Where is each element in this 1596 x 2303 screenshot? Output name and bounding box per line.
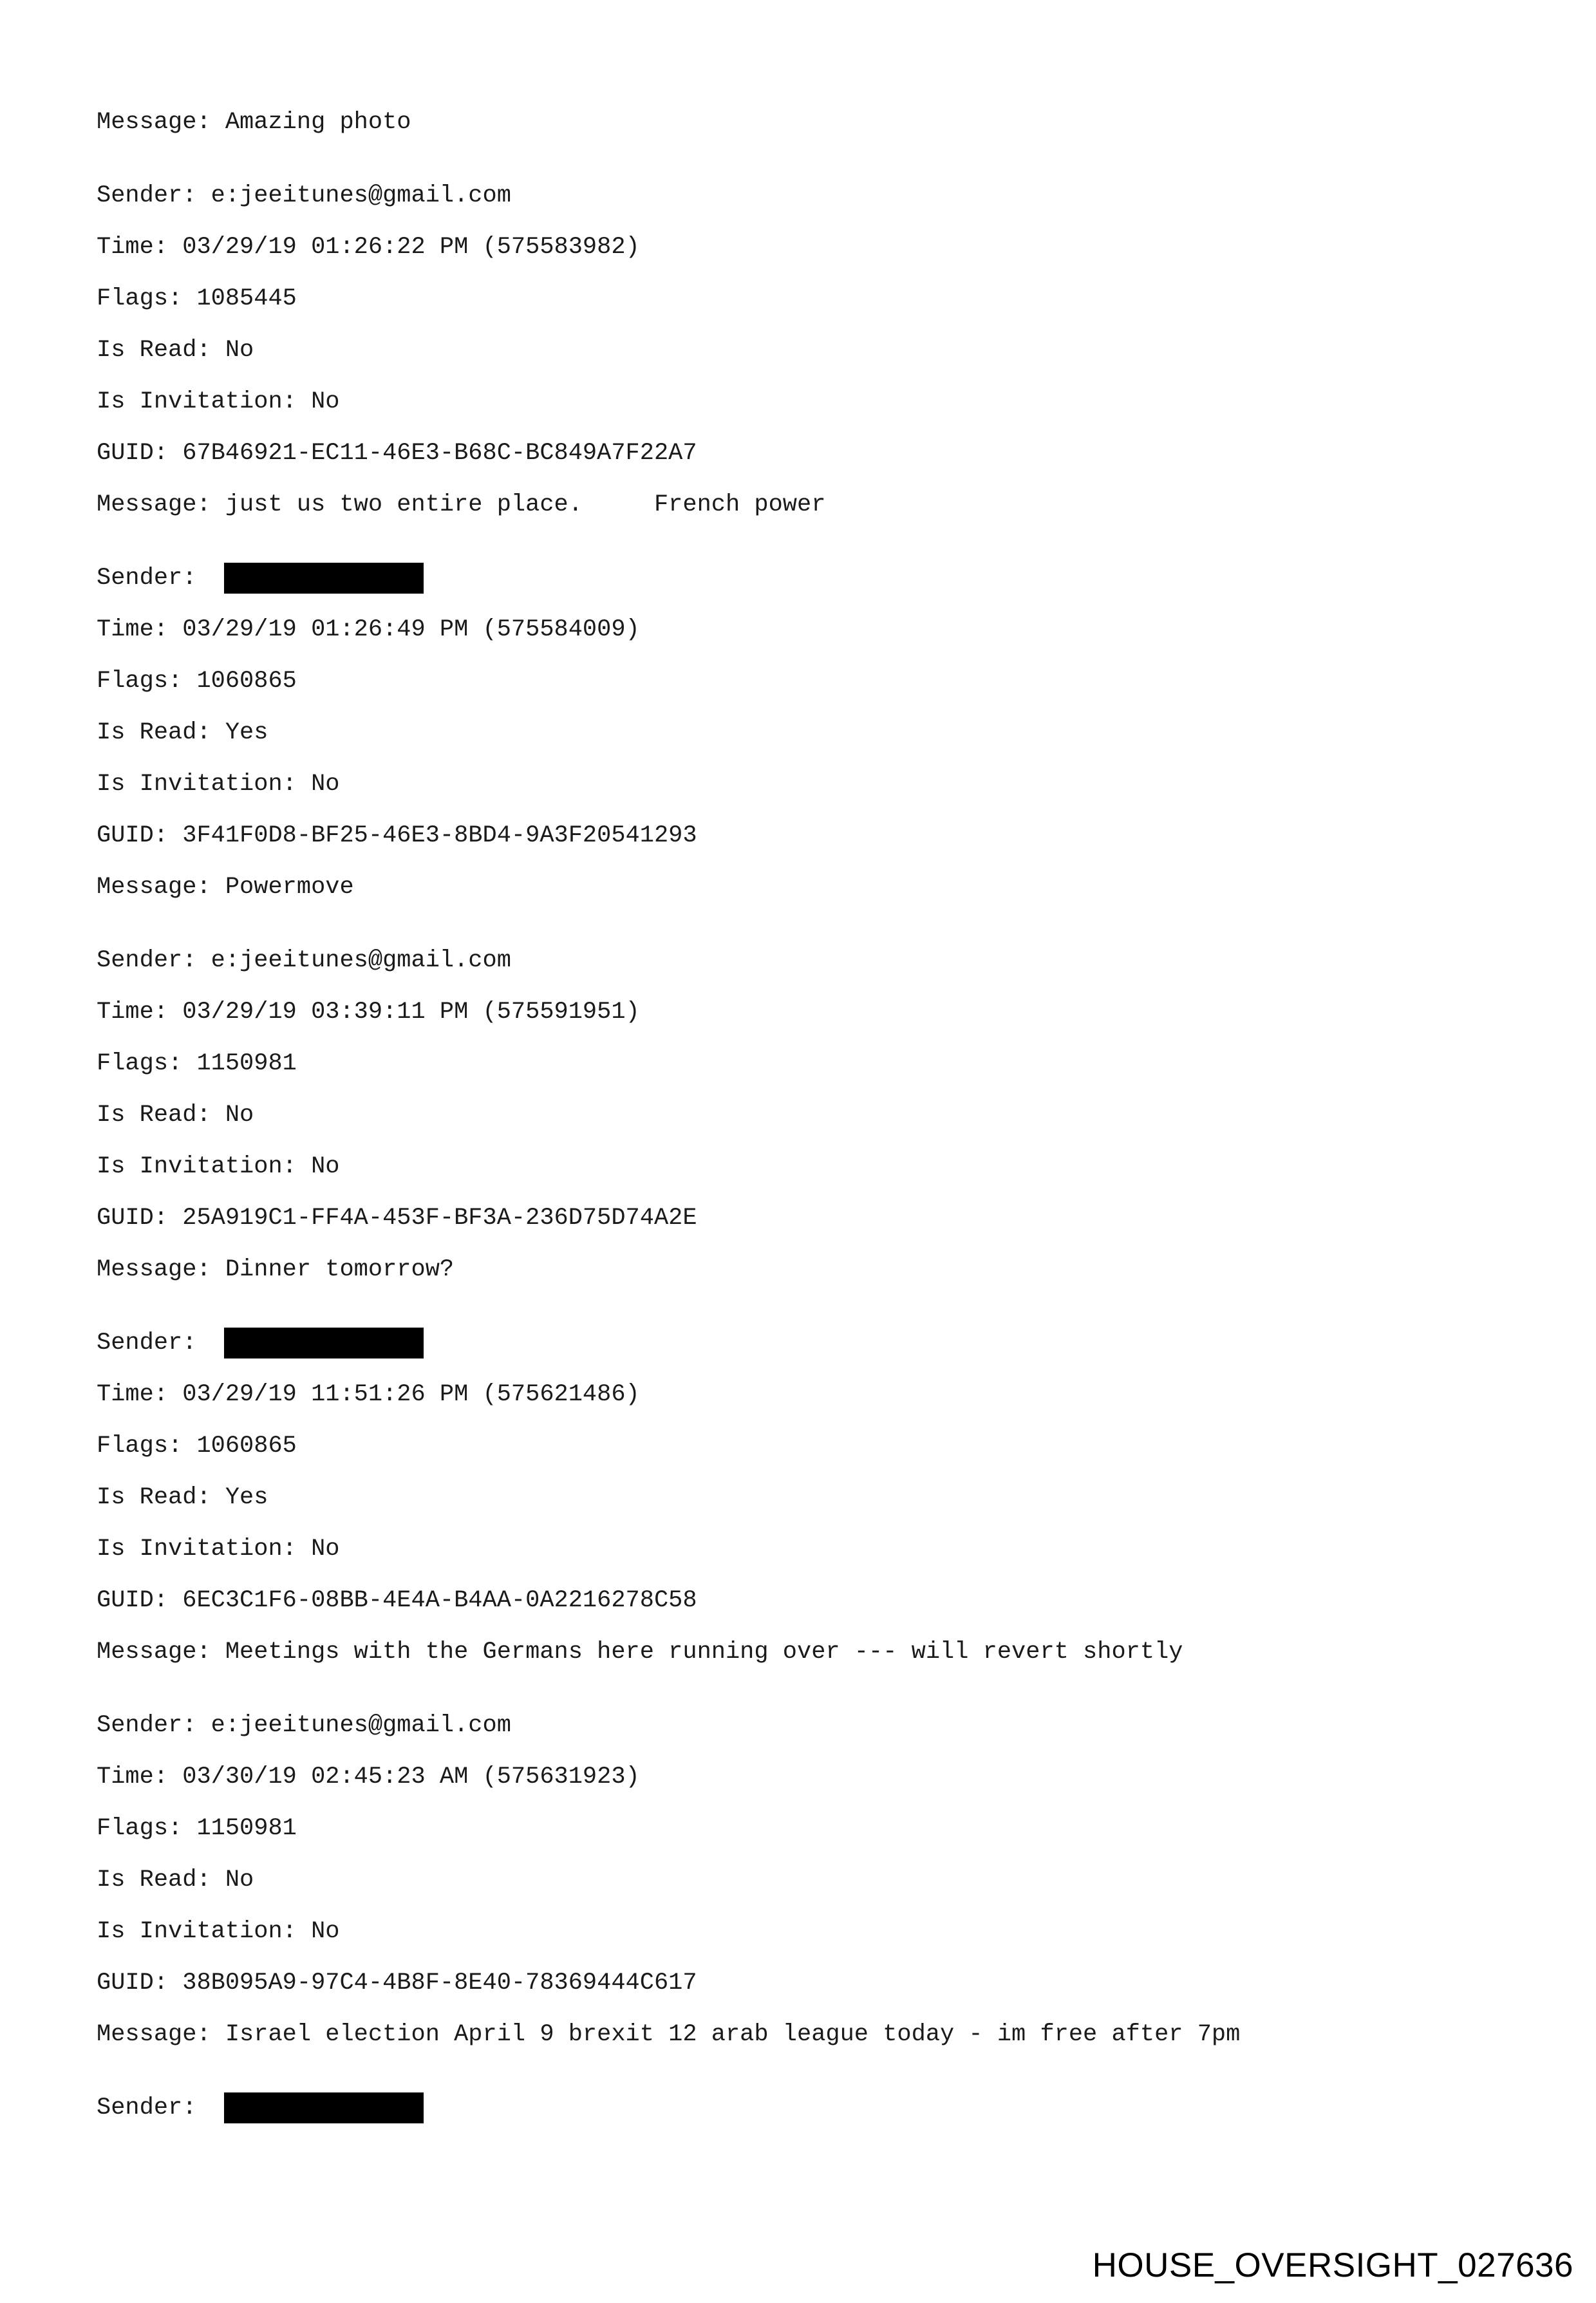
time-value: 03/29/19 01:26:22 PM (575583982) (182, 234, 640, 261)
flags-label: Flags: (97, 1433, 197, 1460)
is-read-line (97, 1089, 1513, 1141)
message-label: Message: (97, 874, 225, 901)
is-invitation-label: Is Invitation: (97, 1153, 312, 1180)
message-value: just us two entire place. French power (225, 491, 826, 518)
guid-label: GUID: (97, 822, 183, 849)
sender-label: Sender: (97, 2094, 211, 2121)
sender-line (97, 552, 1513, 604)
message-label: Message: (97, 109, 225, 136)
is-invitation-value: No (311, 771, 340, 798)
is-invitation-line (97, 376, 1513, 428)
message-line (97, 97, 1513, 148)
guid-line (97, 1575, 1513, 1626)
sender-label: Sender: (97, 947, 211, 974)
time-value: 03/29/19 03:39:11 PM (575591951) (182, 999, 640, 1026)
is-read-line (97, 1854, 1513, 1906)
is-invitation-line (97, 1141, 1513, 1192)
flags-line (97, 273, 1513, 324)
is-read-value: No (225, 1866, 254, 1894)
flags-label: Flags: (97, 1815, 197, 1842)
guid-value: 3F41F0D8-BF25-46E3-8BD4-9A3F20541293 (182, 822, 697, 849)
sender-label: Sender: (97, 1330, 211, 1357)
flags-value: 1060865 (196, 1433, 297, 1460)
is-read-label: Is Read: (97, 719, 225, 746)
flags-value: 1150981 (196, 1050, 297, 1077)
is-invitation-label: Is Invitation: (97, 771, 312, 798)
time-label: Time: (97, 1381, 183, 1408)
flags-line (97, 1803, 1513, 1854)
guid-line (97, 1192, 1513, 1244)
guid-line (97, 428, 1513, 479)
flags-label: Flags: (97, 1050, 197, 1077)
time-line (97, 1369, 1513, 1420)
is-invitation-value: No (311, 1153, 340, 1180)
sender-line (97, 935, 1513, 986)
is-invitation-value: No (311, 388, 340, 415)
guid-value: 38B095A9-97C4-4B8F-8E40-78369444C617 (182, 1969, 697, 1997)
is-invitation-line (97, 758, 1513, 810)
message-log (97, 97, 1513, 2134)
time-label: Time: (97, 234, 183, 261)
sender-line (97, 170, 1513, 221)
message-value: Israel election April 9 brexit 12 arab league today - im free after 7pm (225, 2021, 1241, 2048)
sender-value: e:jeeitunes@gmail.com (211, 947, 511, 974)
sender-label: Sender: (97, 1712, 211, 1739)
sender-value: e:jeeitunes@gmail.com (211, 182, 511, 209)
is-read-value: Yes (225, 1484, 268, 1511)
time-value: 03/30/19 02:45:23 AM (575631923) (182, 1763, 640, 1791)
flags-label: Flags: (97, 668, 197, 695)
flags-line (97, 1038, 1513, 1089)
is-read-line (97, 1472, 1513, 1523)
flags-label: Flags: (97, 285, 197, 312)
is-read-label: Is Read: (97, 337, 225, 364)
is-read-value: Yes (225, 719, 268, 746)
time-line (97, 221, 1513, 273)
is-read-label: Is Read: (97, 1866, 225, 1894)
is-read-line (97, 707, 1513, 758)
time-line (97, 986, 1513, 1038)
is-invitation-line (97, 1906, 1513, 1957)
sender-line (97, 1317, 1513, 1369)
sender-label: Sender: (97, 182, 211, 209)
message-line (97, 1626, 1513, 1678)
is-read-value: No (225, 337, 254, 364)
guid-label: GUID: (97, 440, 183, 467)
message-value: Powermove (225, 874, 354, 901)
guid-line (97, 1957, 1513, 2009)
time-label: Time: (97, 1763, 183, 1791)
flags-value: 1060865 (196, 668, 297, 695)
redaction-block (224, 563, 424, 594)
is-invitation-value: No (311, 1918, 340, 1945)
is-read-label: Is Read: (97, 1484, 225, 1511)
sender-line (97, 2082, 1513, 2134)
message-label: Message: (97, 1256, 225, 1283)
flags-line (97, 1420, 1513, 1472)
guid-value: 25A919C1-FF4A-453F-BF3A-236D75D74A2E (182, 1205, 697, 1232)
time-line (97, 604, 1513, 655)
flags-value: 1150981 (196, 1815, 297, 1842)
sender-line (97, 1700, 1513, 1751)
time-value: 03/29/19 01:26:49 PM (575584009) (182, 616, 640, 643)
message-label: Message: (97, 1639, 225, 1666)
time-value: 03/29/19 11:51:26 PM (575621486) (182, 1381, 640, 1408)
message-value: Dinner tomorrow? (225, 1256, 455, 1283)
is-invitation-label: Is Invitation: (97, 1536, 312, 1563)
message-line (97, 2009, 1513, 2060)
guid-value: 6EC3C1F6-08BB-4E4A-B4AA-0A2216278C58 (182, 1587, 697, 1614)
is-read-label: Is Read: (97, 1102, 225, 1129)
guid-label: GUID: (97, 1205, 183, 1232)
message-value: Meetings with the Germans here running over --- will revert shortly (225, 1639, 1183, 1666)
message-label: Message: (97, 2021, 225, 2048)
redaction-block (224, 1328, 424, 1358)
message-label: Message: (97, 491, 225, 518)
is-invitation-line (97, 1523, 1513, 1575)
message-line (97, 861, 1513, 913)
sender-label: Sender: (97, 565, 211, 592)
guid-value: 67B46921-EC11-46E3-B68C-BC849A7F22A7 (182, 440, 697, 467)
sender-value: e:jeeitunes@gmail.com (211, 1712, 511, 1739)
guid-label: GUID: (97, 1969, 183, 1997)
is-read-line (97, 324, 1513, 376)
flags-line (97, 655, 1513, 707)
flags-value: 1085445 (196, 285, 297, 312)
bates-number: HOUSE_OVERSIGHT_027636 (1092, 2246, 1573, 2284)
message-line (97, 1244, 1513, 1295)
is-invitation-value: No (311, 1536, 340, 1563)
time-label: Time: (97, 616, 183, 643)
is-read-value: No (225, 1102, 254, 1129)
is-invitation-label: Is Invitation: (97, 388, 312, 415)
is-invitation-label: Is Invitation: (97, 1918, 312, 1945)
message-value: Amazing photo (225, 109, 411, 136)
time-line (97, 1751, 1513, 1803)
guid-label: GUID: (97, 1587, 183, 1614)
redaction-block (224, 2092, 424, 2123)
message-line (97, 479, 1513, 531)
time-label: Time: (97, 999, 183, 1026)
guid-line (97, 810, 1513, 861)
